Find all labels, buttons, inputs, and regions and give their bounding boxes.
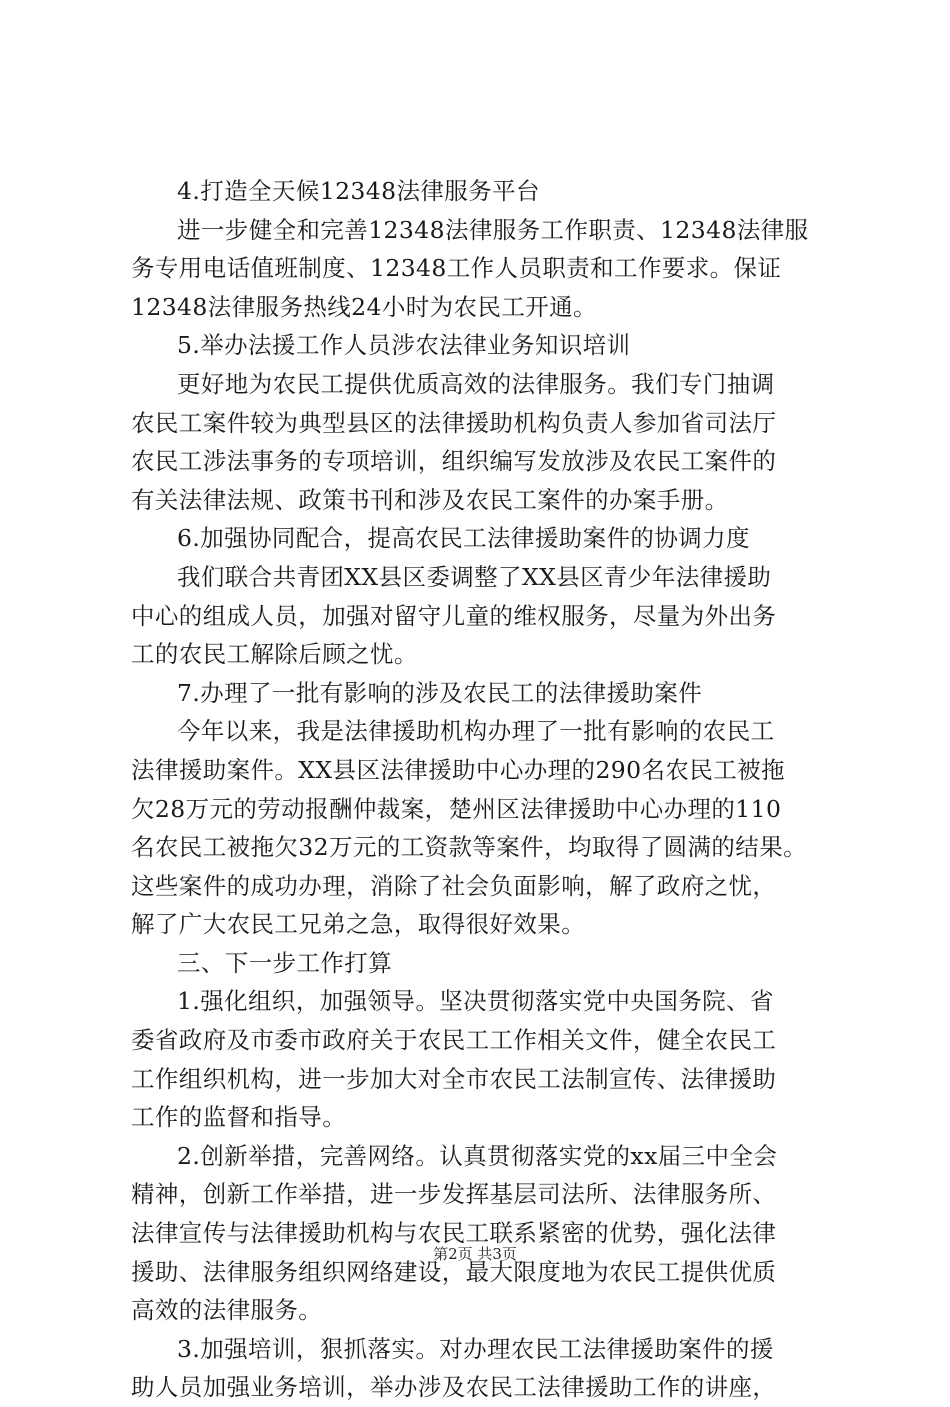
paragraph-line: 农民工涉法事务的专项培训，组织编写发放涉及农民工案件的 <box>131 447 777 476</box>
paragraph-line: 委省政府及市委市政府关于农民工工作相关文件，健全农民工 <box>131 1026 777 1055</box>
paragraph-line: 工作组织机构，进一步加大对全市农民工法制宣传、法律援助 <box>131 1064 777 1093</box>
paragraph-line: 名农民工被拖欠32万元的工资款等案件，均取得了圆满的结果。 <box>131 833 808 862</box>
paragraph-line: 进一步健全和完善12348法律服务工作职责、12348法律服 <box>177 215 809 244</box>
paragraph-line: 农民工案件较为典型县区的法律援助机构负责人参加省司法厅 <box>131 408 777 437</box>
paragraph-line: 更好地为农民工提供优质高效的法律服务。我们专门抽调 <box>177 369 775 398</box>
paragraph-line: 工作的监督和指导。 <box>131 1103 347 1132</box>
paragraph-line: 今年以来，我是法律援助机构办理了一批有影响的农民工 <box>177 717 775 746</box>
paragraph-line: 1.强化组织，加强领导。坚决贯彻落实党中央国务院、省 <box>177 987 774 1016</box>
paragraph-line: 欠28万元的劳动报酬仲裁案，楚州区法律援助中心办理的110 <box>131 794 782 823</box>
paragraph-line: 工的农民工解除后顾之忧。 <box>131 640 418 669</box>
heading-item-4: 4.打造全天候12348法律服务平台 <box>177 177 540 205</box>
paragraph-line: 解了广大农民工兄弟之急，取得很好效果。 <box>131 910 586 939</box>
heading-item-5: 5.举办法援工作人员涉农法律业务知识培训 <box>177 331 631 360</box>
paragraph-line: 高效的法律服务。 <box>131 1296 323 1325</box>
paragraph-line: 这些案件的成功办理，消除了社会负面影响，解了政府之忧， <box>131 871 777 900</box>
paragraph-line: 务专用电话值班制度、12348工作人员职责和工作要求。保证 <box>131 254 782 283</box>
heading-item-7: 7.办理了一批有影响的涉及农民工的法律援助案件 <box>177 678 703 707</box>
paragraph-line: 助人员加强业务培训，举办涉及农民工法律援助工作的讲座， <box>131 1373 777 1402</box>
paragraph-line: 援助、法律服务组织网络建设，最大限度地为农民工提供优质 <box>131 1257 777 1286</box>
paragraph-line: 精神，创新工作举措，进一步发挥基层司法所、法律服务所、 <box>131 1180 777 1209</box>
paragraph-line: 12348法律服务热线24小时为农民工开通。 <box>131 292 597 321</box>
section-heading-3: 三、下一步工作打算 <box>177 948 393 977</box>
paragraph-line: 2.创新举措，完善网络。认真贯彻落实党的xx届三中全会 <box>177 1141 778 1170</box>
paragraph-line: 法律援助案件。XX县区法律援助中心办理的290名农民工被拖 <box>131 755 785 784</box>
page-footer: 第2页 共3页 <box>433 1245 517 1263</box>
paragraph-line: 中心的组成人员，加强对留守儿童的维权服务，尽量为外出务 <box>131 601 777 630</box>
paragraph-line: 3.加强培训，狠抓落实。对办理农民工法律援助案件的援 <box>177 1334 774 1363</box>
heading-item-6: 6.加强协同配合，提高农民工法律援助案件的协调力度 <box>177 524 750 553</box>
document-body <box>131 172 831 1407</box>
paragraph-line: 法律宣传与法律援助机构与农民工联系紧密的优势，强化法律 <box>131 1219 777 1248</box>
paragraph-line: 有关法律法规、政策书刊和涉及农民工案件的办案手册。 <box>131 485 729 514</box>
paragraph-line: 我们联合共青团XX县区委调整了XX县区青少年法律援助 <box>177 562 772 591</box>
